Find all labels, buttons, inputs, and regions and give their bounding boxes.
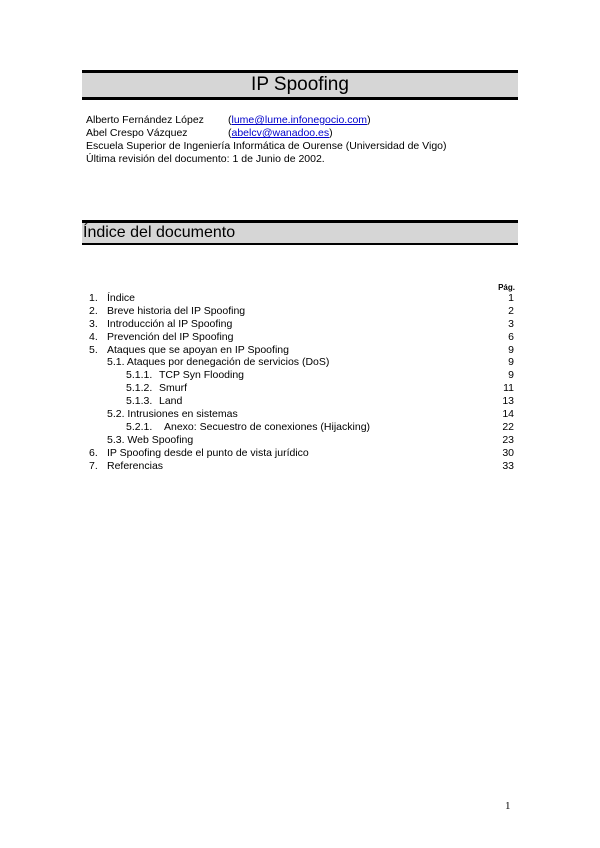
toc-entry-number: 2. <box>89 304 98 317</box>
toc-entry-page: 6 <box>508 330 514 343</box>
page-number: 1 <box>505 800 511 812</box>
document-title: IP Spoofing <box>82 70 518 100</box>
author-email-open: ( <box>228 127 232 139</box>
author-email-link[interactable]: abelcv@wanadoo.es <box>231 127 330 139</box>
author-email-link[interactable]: lume@lume.infonegocio.com <box>231 114 368 126</box>
toc-entry[interactable] <box>86 447 516 460</box>
author-block <box>86 114 447 166</box>
toc-entry[interactable] <box>86 305 516 318</box>
toc-entry[interactable] <box>86 331 516 344</box>
toc-entry[interactable] <box>86 395 516 408</box>
toc-entry-page: 14 <box>502 408 514 421</box>
toc-entry-number: 5.1.1. <box>126 369 153 382</box>
toc-entry-page: 1 <box>508 292 514 304</box>
toc-entry-number: 5. <box>89 343 98 356</box>
revision-date: Última revisión del documento: 1 de Junio de 2002. <box>86 153 325 165</box>
toc-entry-number: 5.1.2. <box>126 382 153 395</box>
toc-entry[interactable] <box>86 344 516 357</box>
toc-entry-title: Land <box>159 395 183 408</box>
toc-entry-number: 1. <box>89 292 98 304</box>
toc-entry-page: 9 <box>508 356 514 369</box>
toc-entry[interactable] <box>86 356 516 369</box>
toc-entry-page: 22 <box>502 420 514 433</box>
author-row <box>86 127 447 140</box>
author-email-close: ) <box>367 114 371 126</box>
institution: Escuela Superior de Ingeniería Informática de Ourense (Universidad de Vigo) <box>86 140 447 152</box>
toc-entry-title: Prevención del IP Spoofing <box>107 330 234 343</box>
toc-entry[interactable] <box>86 421 516 434</box>
page-column-label: Pág. <box>498 283 515 292</box>
toc-entry-page: 13 <box>502 395 514 408</box>
toc-entry-title: Smurf <box>159 382 188 395</box>
section-heading: Índice del documento <box>82 220 518 245</box>
toc-entry-title: Ataques que se apoyan en IP Spoofing <box>107 343 289 356</box>
toc-entry-page: 23 <box>502 433 514 446</box>
toc-entry-title: Anexo: Secuestro de conexiones (Hijacking) <box>164 420 371 433</box>
toc-entry-page: 3 <box>508 317 514 330</box>
toc-entry-number: 6. <box>89 446 98 459</box>
toc-entry-title: Breve historia del IP Spoofing <box>107 304 246 317</box>
toc-entry-page: 9 <box>508 369 514 382</box>
toc-entry-title: 5.2. Intrusiones en sistemas <box>107 408 238 421</box>
toc-entry-page: 11 <box>503 382 514 395</box>
toc-entry[interactable] <box>86 408 516 421</box>
author-email-close: ) <box>329 127 333 139</box>
toc-entry-title: IP Spoofing desde el punto de vista jurídico <box>107 446 309 459</box>
toc-entry-number: 4. <box>89 330 98 343</box>
toc-entry-title: Índice <box>107 292 136 304</box>
toc-entry[interactable] <box>86 460 516 473</box>
toc-entry-title: 5.1. Ataques por denegación de servicios (DoS) <box>107 356 330 369</box>
toc-entry-title: Referencias <box>107 459 164 472</box>
toc-entry-title: 5.3. Web Spoofing <box>107 433 194 446</box>
table-of-contents <box>86 292 516 472</box>
toc-entry-number: 7. <box>89 459 98 472</box>
author-name: Abel Crespo Vázquez <box>86 127 188 139</box>
toc-entry[interactable] <box>86 382 516 395</box>
author-row <box>86 114 447 127</box>
toc-entry-title: TCP Syn Flooding <box>159 369 245 382</box>
toc-entry-page: 2 <box>508 304 514 317</box>
author-email-open: ( <box>228 114 232 126</box>
author-name: Alberto Fernández López <box>86 114 204 126</box>
toc-entry-page: 30 <box>502 446 514 459</box>
toc-entry[interactable] <box>86 318 516 331</box>
toc-entry-page: 9 <box>508 343 514 356</box>
toc-entry[interactable] <box>86 434 516 447</box>
toc-entry-title: Introducción al IP Spoofing <box>107 317 233 330</box>
toc-entry-number: 3. <box>89 317 98 330</box>
toc-entry-number: 5.2.1. <box>126 420 153 433</box>
toc-entry[interactable] <box>86 292 516 305</box>
toc-entry-number: 5.1.3. <box>126 395 153 408</box>
toc-entry[interactable] <box>86 369 516 382</box>
toc-entry-page: 33 <box>502 459 514 472</box>
